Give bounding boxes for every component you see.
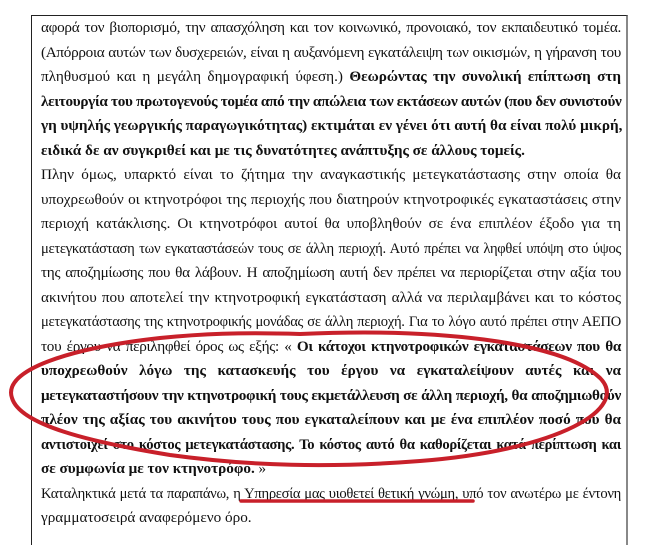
text-line <box>41 384 621 409</box>
bold-text: ειδικά δε αν συγκριθεί και με τις δυνατότητες ανάπτυξης σε άλλους τομείς. <box>41 141 525 159</box>
text: υποχρεωθούν οι κτηνοτρόφοι της περιοχής που διατηρούν κτηνοτροφικές εγκαταστάσεις στην <box>41 190 621 208</box>
text-line <box>41 188 621 213</box>
document-page <box>31 15 628 545</box>
text-line <box>41 261 621 286</box>
text: Καταληκτικά μετά τα παραπάνω, η Υπηρεσία μας υιοθετεί θετική γνώμη, υπό τον ανωτέρω με έντονη <box>41 485 621 502</box>
paragraph <box>41 482 621 531</box>
text-line <box>41 482 621 507</box>
bold-text: πλέον της αξίας του ακινήτου τους που εγκαταλείπουν και με ένα επιπλέον ποσό που θα <box>41 411 621 428</box>
text: » <box>254 460 267 477</box>
text: ακινήτου που αποτελεί την κτηνοτροφική εγκατάσταση αλλά να περιλαμβάνει και το κόστος <box>41 288 621 306</box>
text: αφορά τον βιοπορισμό, την απασχόληση και τον κοινωνικό, προνοιακό, τον εκπαιδευτικό τομέα. <box>41 19 621 36</box>
text-line <box>41 212 621 237</box>
bold-text: αντιστοιχεί στο κόστος μετεγκατάστασης. Το κόστος αυτό θα καθορίζεται κατά περίπτωση και <box>41 436 621 453</box>
bold-text: Θεωρώντας την συνολική επίπτωση στη <box>349 68 621 85</box>
text-line <box>41 286 621 311</box>
text-line <box>41 90 621 115</box>
text-line <box>41 237 621 262</box>
bold-text: υποχρεωθούν λόγω της κατασκευής του έργου να εγκαταλείψουν αυτές και να <box>41 362 621 379</box>
text: Πλην όμως, υπαρκτό είναι το ζήτημα την αναγκαστικής μετεγκατάστασης στην οποία θα <box>41 166 621 183</box>
bold-text: Οι κάτοχοι κτηνοτροφικών εγκαταστάσεων που θα <box>296 337 622 355</box>
text: του έργου να περιληφθεί όρος ως εξής: « <box>41 337 297 355</box>
text: περιοχή κατάκλισης. Οι κτηνοτρόφοι αυτοί θα υποβληθούν σε ένα επιπλέον έξοδο για τη <box>41 215 621 232</box>
bold-text: λειτουργία του πρωτογενούς τομέα από την απώλεια των εκτάσεων αυτών (που δεν συνιστούν <box>41 92 622 110</box>
text-line <box>41 506 621 531</box>
text: (Απόρροια αυτών των δυσχερειών, είναι η αυξανόμενη εγκατάλειψη των οικισμών, η γήρανση του <box>41 43 621 61</box>
bold-text: σε συμφωνία με τον κτηνοτρόφο. <box>41 460 255 477</box>
text: πληθυσμού και η μεγάλη δημογραφική ύφεση.) <box>41 68 350 85</box>
text: γραμματοσειρά αναφερόμενο όρο. <box>41 509 252 526</box>
text: μετεγκατάστασης της κτηνοτροφικής μονάδας σε άλλη περιοχή. Για το λόγο αυτό πρέπει στην ΑΕΠΟ <box>41 314 621 330</box>
paragraph <box>41 163 621 482</box>
document-body <box>41 16 621 531</box>
text-line <box>41 139 621 164</box>
text-line <box>41 457 621 482</box>
bold-text: γη υψηλής γεωργικής παραγωγικότητας) εκτιμάται εν γένει ότι αυτή θα είναι πολύ μικρή, <box>41 117 623 134</box>
text-line <box>41 163 621 188</box>
text-line <box>41 433 621 458</box>
text-line <box>41 114 621 139</box>
text-line <box>41 359 621 384</box>
bold-text: μετεγκαταστήσουν την κτηνοτροφική τους εκμετάλλευση σε άλλη περιοχή, θα αποζημιωθούν <box>41 386 621 404</box>
text-line <box>41 41 621 66</box>
text-line <box>41 65 621 90</box>
text-line <box>41 310 621 335</box>
text-line <box>41 408 621 433</box>
text-line <box>41 335 621 360</box>
text-line <box>41 16 621 41</box>
text: μετεγκατάσταση των εγκαταστάσεών τους σε άλλη περιοχή. Αυτό πρέπει να ληφθεί υπόψη στο ύψος <box>41 240 621 257</box>
text: της αποζημίωσης που θα λάβουν. Η αποζημίωση αυτή δεν πρέπει να περιορίζεται στην αξία του <box>41 264 621 281</box>
paragraph <box>41 16 621 163</box>
